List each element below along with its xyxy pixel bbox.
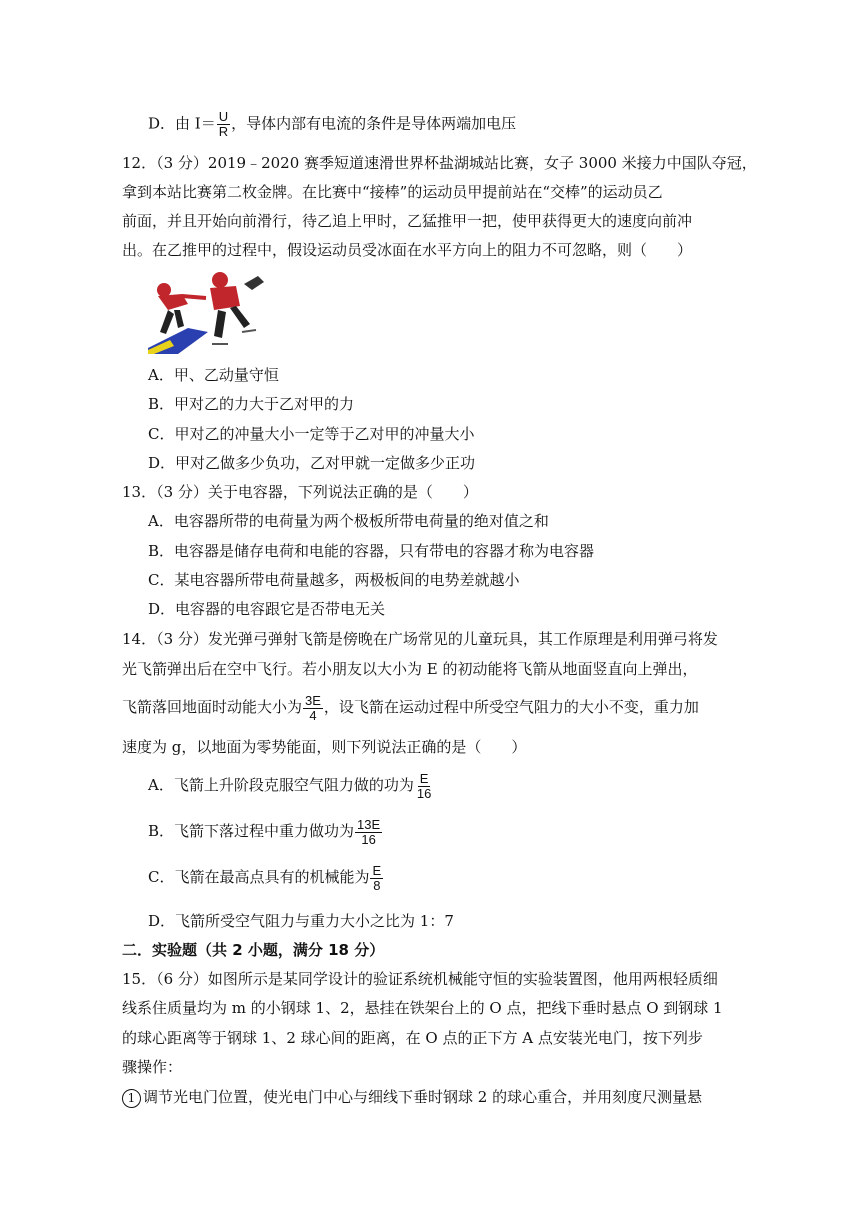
q15-stem-line-2: 线系住质量均为 m 的小钢球 1、2，悬挂在铁架台上的 O 点，把线下垂时悬点 O 到钢球 1	[122, 999, 723, 1017]
q12-stem-line-3: 前面，并且开始向前滑行，待乙追上甲时，乙猛推甲一把，使甲获得更大的速度向前冲	[122, 212, 693, 230]
q12-option-c: C．甲对乙的冲量大小一定等于乙对甲的冲量大小	[148, 425, 475, 443]
q12-option-a: A．甲、乙动量守恒	[148, 366, 279, 384]
q12-option-d: D．甲对乙做多少负功，乙对甲就一定做多少正功	[148, 454, 476, 472]
fraction-13e-over-16: $\frac{13E}{16}$	[357, 816, 381, 847]
q14-stem-line-1: 14．（3 分）发光弹弓弹射飞箭是傍晚在广场常见的儿童玩具，其工作原理是利用弹弓将发	[122, 630, 718, 648]
fraction-e-over-16: $\frac{E}{16}$	[416, 770, 432, 801]
q13-stem: 13．（3 分）关于电容器，下列说法正确的是（ ）	[122, 483, 478, 501]
q13-option-d: D．电容器的电容跟它是否带电无关	[148, 600, 386, 618]
fraction-e-over-8: $\frac{E}{8}$	[372, 862, 382, 893]
q12-option-b: B．甲对乙的力大于乙对甲的力	[148, 395, 355, 413]
q14-stem-line-4: 速度为 g，以地面为零势能面，则下列说法正确的是（ ）	[122, 738, 527, 756]
q14-option-c: C．飞箭在最高点具有的机械能为 $\frac{E}{8}$	[148, 862, 382, 893]
q14-option-d: D．飞箭所受空气阻力与重力大小之比为 1：7	[148, 912, 454, 930]
q12-stem-line-2: 拿到本站比赛第二枚金牌。在比赛中“接棒”的运动员甲提前站在“交棒”的运动员乙	[122, 183, 663, 201]
q11-option-d: D．由 I＝ $\frac{U}{R}$ ，导体内部有电流的条件是导体两端加电压	[148, 109, 517, 139]
q12-stem-line-1: 12．（3 分）2019﹣2020 赛季短道速滑世界杯盐湖城站比赛，女子 3000 米接力中国队夺冠，	[122, 154, 757, 172]
fraction-u-over-r: $\frac{U}{R}$	[218, 109, 229, 139]
q13-option-c: C．某电容器所带电荷量越多，两极板间的电势差就越小	[148, 571, 520, 589]
q14-stem-line-3: 飞箭落回地面时动能大小为 $\frac{3E}{4}$ ，设飞箭在运动过程中所受空气阻力的大小不变，重力加	[122, 692, 699, 723]
q14-stem-line-2: 光飞箭弹出后在空中飞行。若小朋友以大小为 E 的初动能将飞箭从地面竖直向上弹出，	[122, 660, 698, 678]
q15-step-1: 1 调节光电门位置，使光电门中心与细线下垂时钢球 2 的球心重合，并用刻度尺测量悬	[122, 1087, 702, 1108]
q13-option-b: B．电容器是储存电荷和电能的容器，只有带电的容器才称为电容器	[148, 542, 595, 560]
q14-option-a: A．飞箭上升阶段克服空气阻力做的功为 $\frac{E}{16}$	[148, 770, 432, 801]
fraction-3e-over-4: $\frac{3E}{4}$	[305, 692, 321, 723]
q13-option-a: A．电容器所带的电荷量为两个极板所带电荷量的绝对值之和	[148, 512, 549, 530]
q12-stem-line-4: 出。在乙推甲的过程中，假设运动员受冰面在水平方向上的阻力不可忽略，则（ ）	[122, 241, 693, 259]
q14-option-b: B．飞箭下落过程中重力做功为 $\frac{13E}{16}$	[148, 816, 381, 847]
speed-skaters-photo	[148, 270, 272, 354]
q15-stem-line-4: 骤操作：	[122, 1058, 183, 1076]
step-number-badge: 1	[122, 1089, 141, 1108]
section-heading: 二．实验题（共 2 小题，满分 18 分）	[122, 941, 385, 959]
q15-stem-line-3: 的球心距离等于钢球 1、2 球心间的距离，在 O 点的正下方 A 点安装光电门，按下列步	[122, 1029, 703, 1047]
q15-stem-line-1: 15．（6 分）如图所示是某同学设计的验证系统机械能守恒的实验装置图，他用两根轻质细	[122, 970, 718, 988]
